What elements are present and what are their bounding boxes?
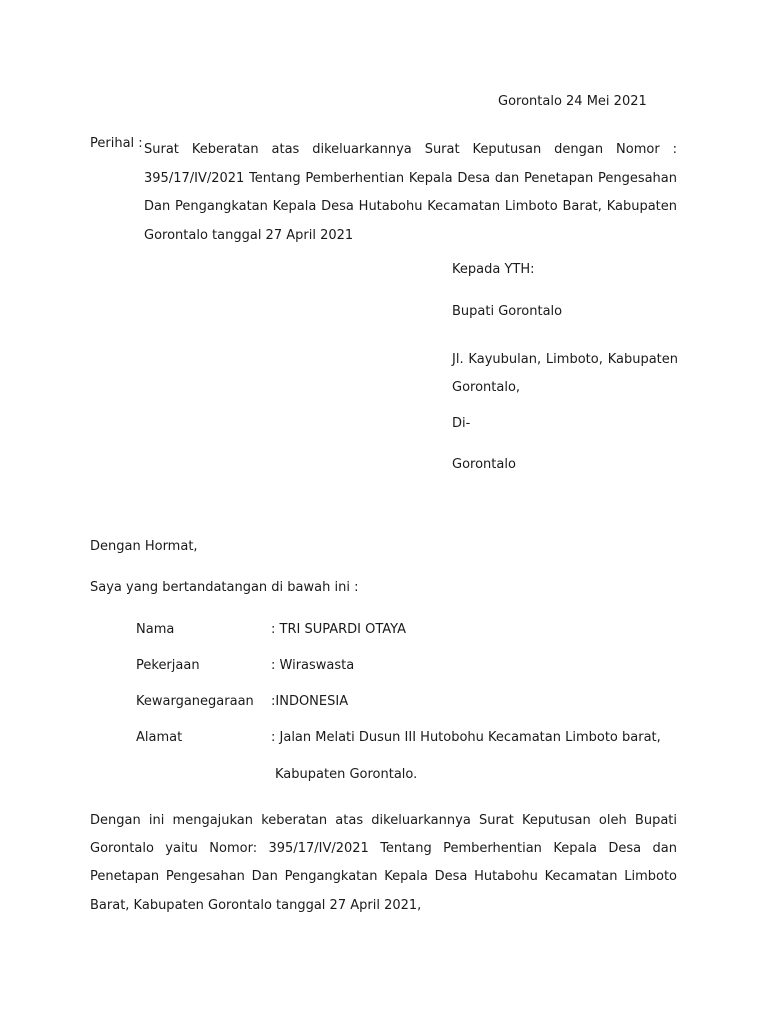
identity-name-value: : TRI SUPARDI OTAYA — [271, 622, 407, 637]
recipient-name: Bupati Gorontalo — [452, 304, 563, 319]
identity-name-label: Nama — [136, 622, 175, 637]
recipient-di: Di- — [452, 416, 471, 431]
perihal-label: Perihal : — [90, 136, 143, 151]
recipient-address: Jl. Kayubulan, Limboto, Kabupaten Gorontalo, — [452, 352, 678, 395]
place-date: Gorontalo 24 Mei 2021 — [498, 94, 647, 109]
closing-paragraph: Dengan ini mengajukan keberatan atas dikeluarkannya Surat Keputusan oleh Bupati Gorontalo yaitu Nomor: 395/17/IV/2021 Tentang Pemberhentian Kepala Desa dan Penetapan Pengesahan Dan Pengangkatan Kepala Desa Hutabohu Kecamatan Limboto Barat, Kabupaten Gorontalo tanggal 27 April 2021, — [90, 813, 677, 913]
identity-citizenship-value: :INDONESIA — [271, 694, 349, 709]
recipient-city: Gorontalo — [452, 457, 516, 472]
identity-address-value-line2: Kabupaten Gorontalo. — [275, 767, 418, 782]
identity-address-label: Alamat — [136, 730, 183, 745]
identity-citizenship-label: Kewarganegaraan — [136, 694, 254, 709]
identity-job-label: Pekerjaan — [136, 658, 200, 673]
greeting: Dengan Hormat, — [90, 539, 198, 554]
identity-address-value-line1: : Jalan Melati Dusun III Hutobohu Kecamatan Limboto barat, — [271, 730, 661, 745]
intro-text: Saya yang bertandatangan di bawah ini : — [90, 580, 359, 595]
recipient-to-label: Kepada YTH: — [452, 262, 535, 277]
perihal-text: Surat Keberatan atas dikeluarkannya Surat Keputusan dengan Nomor : 395/17/IV/2021 Tentang Pemberhentian Kepala Desa dan Penetapan Pengesahan Dan Pengangkatan Kepala Desa Hutabohu Kecamatan Limboto Barat, Kabupaten Gorontalo tanggal 27 April 2021 — [144, 142, 677, 243]
identity-job-value: : Wiraswasta — [271, 658, 355, 673]
